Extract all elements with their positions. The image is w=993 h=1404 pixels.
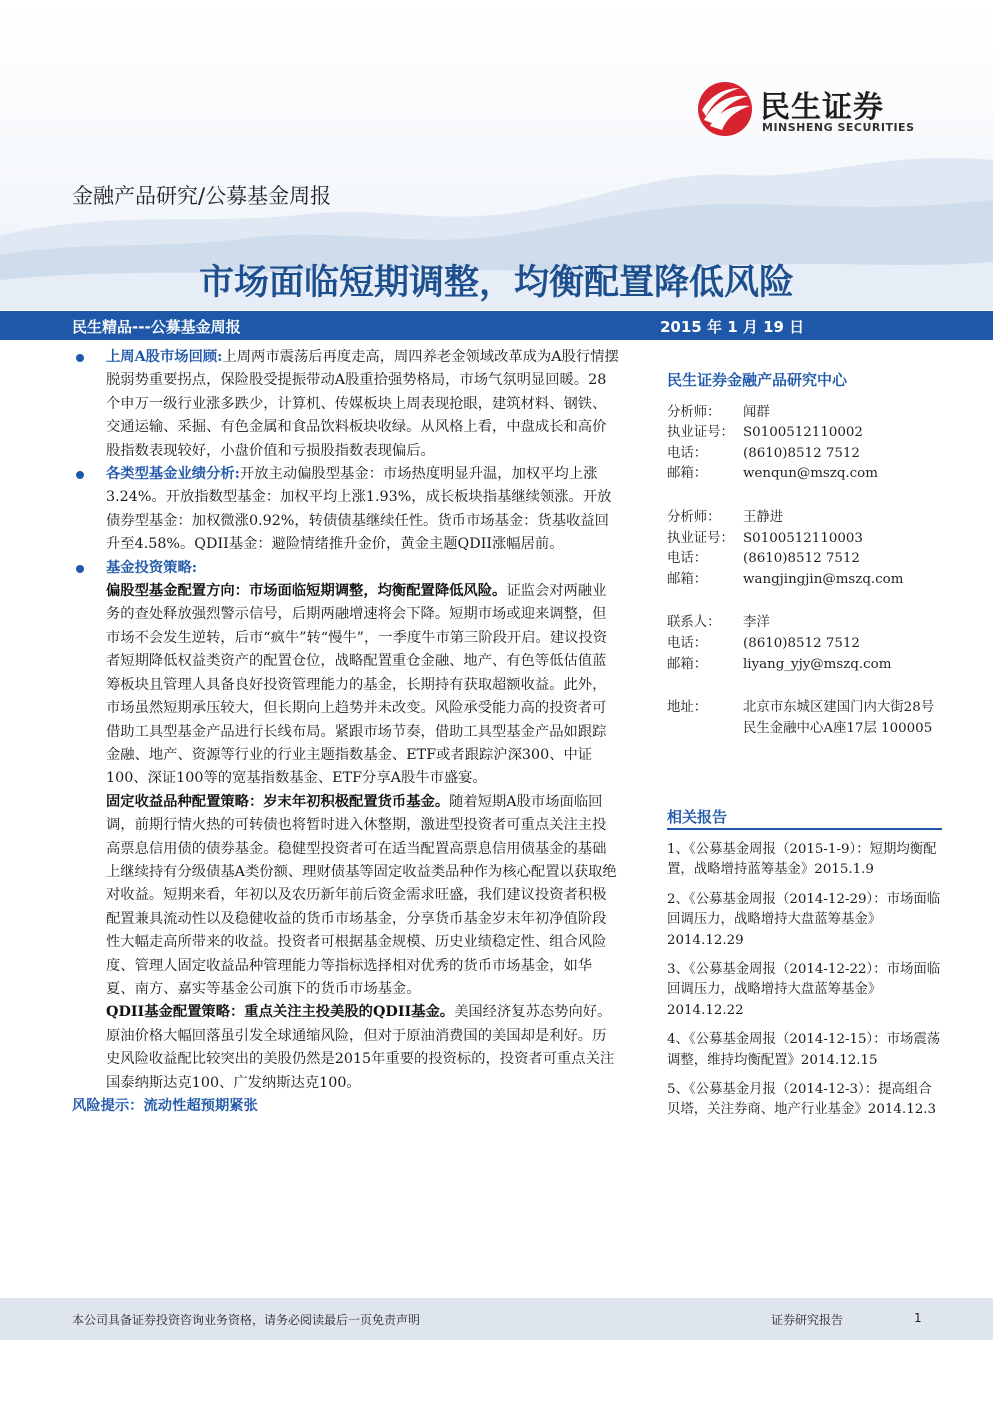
contact-key: 联系人： — [667, 615, 721, 631]
contact-key: 电话： — [667, 445, 708, 461]
related-report-item[interactable]: 5、《公募基金月报（2014-12-3）：提高组合贝塔，关注券商、地产行业基金》2014.12.3 — [667, 1082, 937, 1118]
contact-key: 邮箱： — [667, 656, 708, 672]
contact-value: (8610)8512 7512 — [743, 635, 860, 651]
contact-value: 王静进 — [743, 509, 784, 525]
footer-disclaimer: 本公司具备证券投资咨询业务资格，请务必阅读最后一页免责声明 — [72, 1313, 421, 1327]
strategy-heading: 固定收益品种配置策略：岁末年初积极配置货币基金。 — [106, 793, 450, 810]
contact-email[interactable]: wenqun@mszq.com — [743, 466, 878, 482]
bullet-fund-performance — [72, 463, 620, 557]
bullet-icon — [76, 354, 84, 362]
risk-warning: 风险提示：流动性超预期紧张 — [72, 1098, 258, 1114]
strategy-qdii — [72, 1001, 620, 1095]
strategy-fixed-income — [72, 791, 620, 1002]
contact-key: 分析师： — [667, 404, 721, 420]
strategy-heading: 偏股型基金配置方向：市场面临短期调整，均衡配置降低风险。 — [106, 583, 507, 600]
analyst-card — [667, 508, 967, 590]
contact-value: S0100512110003 — [743, 530, 863, 546]
bullet-strategy — [72, 557, 620, 580]
report-title: 市场面临短期调整，均衡配置降低风险 — [198, 263, 794, 303]
related-reports-heading — [667, 804, 942, 830]
related-reports-list — [667, 840, 942, 1130]
contact-key: 地址： — [667, 700, 708, 716]
related-reports-title: 相关报告 — [667, 808, 728, 826]
report-category: 金融产品研究/公募基金周报 — [72, 184, 332, 208]
page-number: 1 — [914, 1311, 922, 1325]
bullet-market-review — [72, 346, 620, 463]
analyst-card — [667, 403, 967, 485]
contact-value: 北京市东城区建国门内大街28号 — [743, 700, 935, 716]
address-card — [667, 698, 967, 739]
strategy-text: 美国经济复苏态势向好。原油价格大幅回落虽引发全球通缩风险，但对于原油消费国的美国却是利好。历史风险收益配比较突出的美股仍然是2015年重要的投资标的，投资者可重点关注国泰纳斯达克100、广发纳斯达克100。 — [106, 1004, 615, 1091]
strategy-equity — [72, 580, 620, 791]
banner-series: 民生精品---公募基金周报 — [72, 318, 241, 336]
brand-logo — [694, 80, 924, 140]
banner-date: 2015 年 1 月 19 日 — [660, 318, 805, 336]
report-banner — [0, 311, 993, 340]
contact-value: 李洋 — [743, 615, 770, 631]
bullet-icon — [76, 471, 84, 479]
bullet-heading: 各类型基金业绩分析: — [106, 466, 240, 483]
contact-value: (8610)8512 7512 — [743, 445, 860, 461]
strategy-text: 证监会对两融业务的查处释放强烈警示信号，后期两融增速将会下降。短期市场或迎来调整，但市场不会发生逆转，后市“疯牛”转“慢牛”，一季度牛市第三阶段开启。建议投资者短期降低权益类资产的配置仓位，战略配置重仓金融、地产、有色等低估值蓝筹板块且管理人具备良好投资管理能力的基金，长期持有获取超额收益。此外，市场虽然短期承压较大，但长期向上趋势并未改变。风险承受能力高的投资者可借助工具型基金产品进行长线布局。紧跟市场节奏，借助工具型基金产品如跟踪金融、地产、资源等行业的行业主题指数基金、ETF或者跟踪沪深300、中证100、深证100等的宽基指数基金、ETF分享A股牛市盛宴。 — [106, 583, 608, 787]
contact-key: 邮箱： — [667, 571, 708, 587]
contact-value: 闻群 — [743, 404, 770, 420]
contact-email[interactable]: wangjingjin@mszq.com — [743, 571, 904, 587]
bullet-heading: 上周A股市场回顾: — [106, 349, 223, 365]
contact-person-card — [667, 613, 967, 675]
related-report-item[interactable]: 2、《公募基金周报（2014-12-29）：市场面临回调压力，战略增持大盘蓝筹基金》2014.12.29 — [667, 891, 941, 948]
logo-mark-icon — [694, 80, 756, 138]
contact-email[interactable]: liyang_yjy@mszq.com — [743, 656, 892, 672]
bullet-heading: 基金投资策略: — [106, 559, 198, 576]
contact-key: 执业证号： — [667, 425, 734, 441]
related-report-item[interactable]: 3、《公募基金周报（2014-12-22）：市场面临回调压力，战略增持大盘蓝筹基金》2014.12.22 — [667, 962, 941, 1018]
footer-report-type: 证券研究报告 — [771, 1313, 844, 1327]
contact-value: S0100512110002 — [743, 425, 863, 441]
contact-key: 执业证号： — [667, 530, 734, 546]
contact-value: (8610)8512 7512 — [743, 551, 860, 567]
summary-column — [72, 346, 620, 1118]
analyst-column — [667, 370, 967, 762]
related-report-item[interactable]: 1、《公募基金周报（2015-1-9）：短期均衡配置，战略增持蓝筹基金》2015.1.9 — [667, 842, 937, 878]
contact-key — [667, 719, 743, 740]
research-center-name: 民生证券金融产品研究中心 — [667, 371, 848, 389]
contact-value: 民生金融中心A座17层 100005 — [743, 720, 933, 736]
contact-key: 分析师： — [667, 509, 721, 525]
contact-key: 邮箱： — [667, 466, 708, 482]
bullet-icon — [76, 565, 84, 573]
related-report-item[interactable]: 4、《公募基金周报（2014-12-15）：市场震荡调整，维持均衡配置》2014.12.15 — [667, 1032, 941, 1068]
logo-chinese-text: 民生证券 — [760, 90, 884, 125]
bullet-text: 上周两市震荡后再度走高，周四养老金领域改革成为A股行情摆脱弱势重要拐点，保险股受提振带动A股重拾强势格局，市场气氛明显回暖。28个申万一级行业涨多跌少，计算机、传媒板块上周表现抢眼，建筑材料、钢铁、交通运输、采掘、有色金属和食品饮料板块收绿。从风格上看，中盘成长和高价股指数表现较好，小盘价值和亏损股指数表现偏后。 — [106, 349, 619, 459]
strategy-text: 随着短期A股市场面临回调，前期行情火热的可转债也将暂时进入休整期，激进型投资者可重点关注主投高票息信用债的债券基金。稳健型投资者可在适当配置高票息信用债基金的基础上继续持有分级债基A类份额、理财债基等固定收益类品种作为核心配置以获取绝对收益。短期来看，年初以及农历新年前后资金需求旺盛，我们建议投资者积极配置兼具流动性以及稳健收益的货币市场基金，分享货币基金岁末年初净值阶段性大幅走高所带来的收益。投资者可根据基金规模、历史业绩稳定性、组合风险度、管理人固定收益品种管理能力等指标选择相对优秀的货币市场基金，如华夏、南方、嘉实等基金公司旗下的货币市场基金。 — [106, 793, 617, 997]
contact-key: 电话： — [667, 551, 708, 567]
bullet-text: 开放主动偏股型基金：市场热度明显升温，加权平均上涨3.24%。开放指数型基金：加权平均上涨1.93%，成长板块指基继续领涨。开放债券型基金：加权微涨0.92%，转债债基继续任性。货币市场基金：货基收益回升至4.58%。QDII基金：避险情绪推升金价，黄金主题QDII涨幅居前。 — [106, 466, 612, 553]
logo-english-text: MINSHENG SECURITIES — [762, 121, 915, 134]
strategy-heading: QDII基金配置策略：重点关注主投美股的QDII基金。 — [106, 1004, 455, 1021]
page-footer — [0, 1298, 993, 1340]
contact-key: 电话： — [667, 635, 708, 651]
